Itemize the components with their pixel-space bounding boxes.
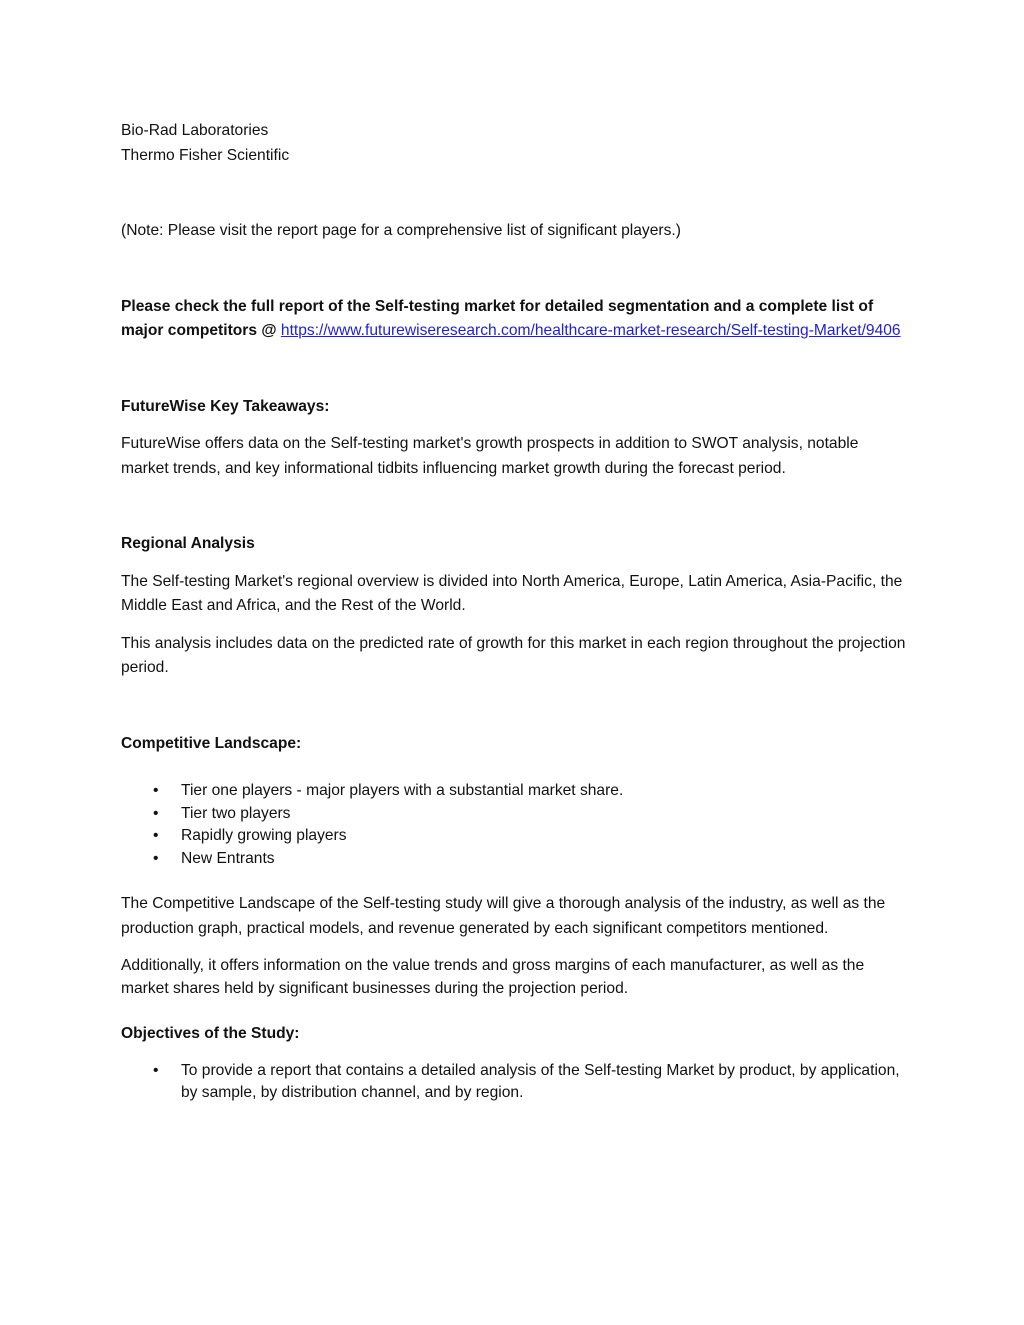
bullet-icon: • (153, 782, 159, 799)
list-item (121, 848, 906, 871)
objectives-list (121, 1060, 906, 1105)
list-item (121, 803, 906, 826)
list-item-text: To provide a report that contains a detailed analysis of the Self-testing Market by product, by application, by sample, by distribution channel, and by region. (181, 1061, 900, 1102)
bullet-icon: • (153, 1061, 159, 1079)
note-text: (Note: Please visit the report page for a comprehensive list of significant players.) (121, 222, 681, 239)
list-item (121, 825, 906, 848)
competitive-heading: Competitive Landscape: (121, 734, 302, 752)
full-report-text: Please check the full report of the Self-testing market for detailed segmentation and a complete list of major competitors @ (121, 297, 874, 339)
regional-paragraph: This analysis includes data on the predicted rate of growth for this market in each region throughout the projection period. (121, 634, 906, 676)
full-report-callout (121, 295, 906, 344)
list-item-text: New Entrants (181, 849, 275, 867)
list-item (121, 1060, 906, 1105)
report-link[interactable]: https://www.futurewiseresearch.com/healthcare-market-research/Self-testing-Market/9406 (280, 322, 901, 339)
competitive-paragraph: The Competitive Landscape of the Self-testing study will give a thorough analysis of the industry, as well as the production graph, practical models, and revenue generated by each significant competitors mentioned. (121, 895, 886, 937)
bullet-icon: • (153, 849, 159, 867)
list-item-text: Rapidly growing players (181, 827, 347, 845)
regional-heading: Regional Analysis (121, 535, 255, 552)
competitive-list (121, 780, 906, 870)
list-item-text: Tier two players (181, 804, 291, 822)
player-name: Bio-Rad Laboratories (121, 122, 269, 139)
list-item-text: Tier one players - major players with a substantial market share. (181, 782, 624, 799)
regional-paragraph: The Self-testing Market's regional overview is divided into North America, Europe, Latin America, Asia-Pacific, the Middle East and Africa, and the Rest of the World. (121, 572, 903, 614)
bullet-icon: • (153, 827, 159, 845)
player-name: Thermo Fisher Scientific (121, 146, 290, 164)
list-item (121, 780, 906, 803)
takeaways-heading: FutureWise Key Takeaways: (121, 397, 330, 415)
document-page (121, 119, 906, 1105)
objectives-heading: Objectives of the Study: (121, 1025, 300, 1043)
bullet-icon: • (153, 804, 159, 822)
takeaways-body: FutureWise offers data on the Self-testing market's growth prospects in addition to SWOT analysis, notable market trends, and key informational tidbits influencing market growth during the forecast period. (121, 435, 859, 477)
competitive-paragraph: Additionally, it offers information on the value trends and gross margins of each manufacturer, as well as the market shares held by significant businesses during the projection period. (121, 957, 865, 998)
